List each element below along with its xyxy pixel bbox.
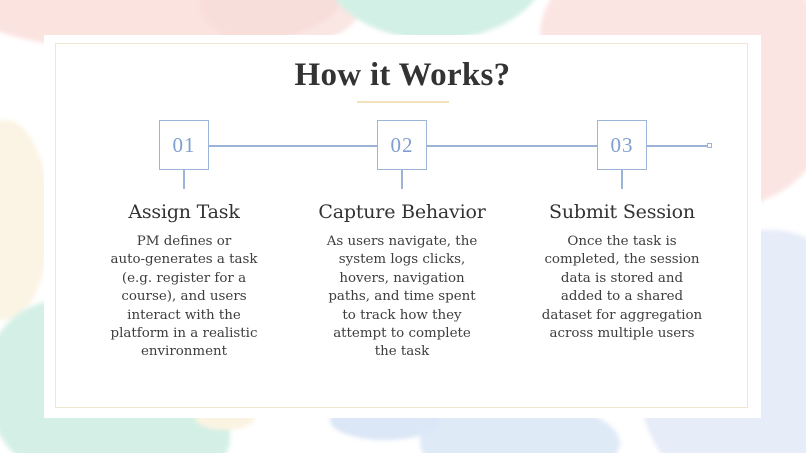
step-title: Capture Behavior [318, 201, 486, 223]
description-line: dataset for aggregation [541, 307, 703, 323]
timeline-connector-1-2 [209, 145, 377, 147]
step-stem-2 [401, 170, 403, 189]
step-number-box-2: 02 [377, 120, 427, 170]
description-line: auto-generates a task [110, 252, 258, 268]
timeline-connector-2-3 [427, 145, 597, 147]
description-line: system logs clicks, [338, 252, 466, 268]
step-stem-3 [621, 170, 623, 189]
cream-watercolor-blob [0, 120, 50, 320]
description-line: paths, and time spent [328, 289, 476, 305]
description-line: added to a shared [560, 289, 684, 305]
title-underline [357, 101, 449, 103]
step-description [522, 233, 722, 343]
description-line: (e.g. register for a [121, 270, 247, 286]
step-number-box-1: 01 [159, 120, 209, 170]
description-line: environment [140, 344, 228, 360]
description-line: interact with the [127, 307, 241, 323]
description-line: PM defines or [136, 234, 232, 249]
description-line: to track how they [342, 307, 462, 323]
description-line: course), and users [121, 289, 247, 305]
description-line: the task [374, 344, 430, 360]
step-description [302, 233, 502, 362]
description-line: data is stored and [560, 270, 684, 286]
step-title: Submit Session [549, 201, 695, 223]
description-line: attempt to complete [333, 326, 471, 342]
slide-title: How it Works? [294, 57, 511, 93]
step-submit-session [522, 201, 722, 343]
step-number-box-3: 03 [597, 120, 647, 170]
slide-card [44, 35, 761, 418]
description-line: platform in a realistic [110, 326, 258, 342]
description-line: completed, the session [544, 252, 700, 268]
description-line: hovers, navigation [339, 270, 465, 286]
step-assign-task [84, 201, 284, 362]
timeline-connector-end [647, 145, 708, 147]
description-line: Once the task is [567, 234, 677, 249]
step-stem-1 [183, 170, 185, 189]
timeline-end-marker-icon [707, 143, 712, 148]
step-capture-behavior [302, 201, 502, 362]
description-line: across multiple users [549, 326, 695, 342]
step-description [84, 233, 284, 362]
description-line: As users navigate, the [326, 234, 478, 249]
step-title: Assign Task [128, 201, 240, 223]
